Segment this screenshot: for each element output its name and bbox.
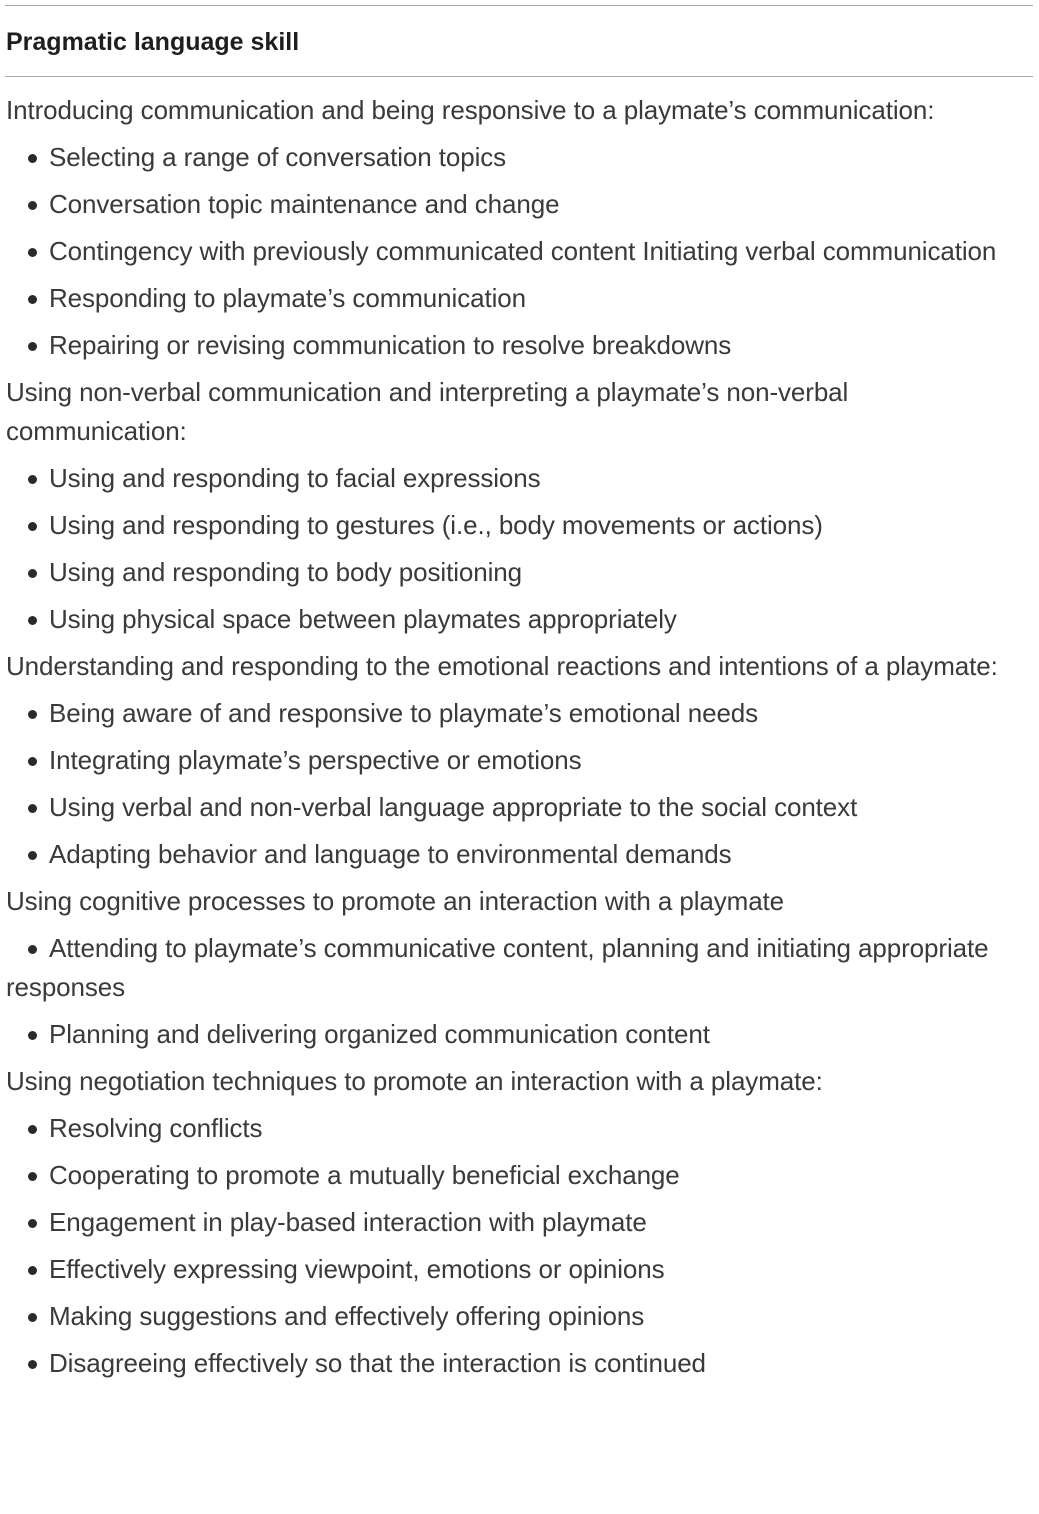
section-heading: Using cognitive processes to promote an interaction with a playmate xyxy=(6,886,785,916)
list-item-text: Responding to playmate’s communication xyxy=(49,283,526,313)
list-item-text: Using verbal and non-verbal language appropriate to the social context xyxy=(49,792,858,822)
list-item-text: Using physical space between playmates appropriately xyxy=(49,604,677,634)
top-rule xyxy=(5,5,1033,6)
list-item xyxy=(6,1109,1031,1148)
bullet-icon xyxy=(28,201,37,210)
list-item xyxy=(6,506,1031,545)
column-header: Pragmatic language skill xyxy=(6,28,300,56)
bullet-icon xyxy=(28,522,37,531)
bullet-icon xyxy=(28,1313,37,1322)
list-item-text: Disagreeing effectively so that the interaction is continued xyxy=(49,1348,706,1378)
bullet-icon xyxy=(28,1219,37,1228)
bullet-icon xyxy=(28,248,37,257)
list-item xyxy=(6,1203,1031,1242)
header-rule xyxy=(5,76,1033,77)
bullet-icon xyxy=(28,342,37,351)
list-item xyxy=(6,835,1031,874)
list-item-text: Attending to playmate’s communicative content, planning and initiating appropriate responses xyxy=(6,933,989,1002)
list-item-text: Resolving conflicts xyxy=(49,1113,263,1143)
list-item xyxy=(6,600,1031,639)
list-item-text: Making suggestions and effectively offering opinions xyxy=(49,1301,645,1331)
bullet-icon xyxy=(28,851,37,860)
bullet-icon xyxy=(28,804,37,813)
list-item xyxy=(6,1015,1031,1054)
bullet-icon xyxy=(28,1031,37,1040)
list-item-text: Conversation topic maintenance and change xyxy=(49,189,560,219)
section-heading: Understanding and responding to the emotional reactions and intentions of a playmate: xyxy=(6,651,998,681)
list-item-text: Effectively expressing viewpoint, emotions or opinions xyxy=(49,1254,665,1284)
list-item xyxy=(6,1250,1031,1289)
bullet-icon xyxy=(28,475,37,484)
list-item xyxy=(6,1156,1031,1195)
list-item-text: Using and responding to gestures (i.e., body movements or actions) xyxy=(49,510,823,540)
list-item xyxy=(6,1297,1031,1336)
list-item xyxy=(6,1344,1031,1383)
list-item-text: Contingency with previously communicated content Initiating verbal communication xyxy=(49,236,997,266)
list-item-text: Engagement in play-based interaction with playmate xyxy=(49,1207,647,1237)
bullet-icon xyxy=(28,1172,37,1181)
list-item xyxy=(6,694,1031,733)
list-item xyxy=(6,788,1031,827)
list-item xyxy=(6,741,1031,780)
bullet-icon xyxy=(28,710,37,719)
list-item xyxy=(6,138,1031,177)
bullet-icon xyxy=(28,154,37,163)
list-item-text: Using and responding to facial expressions xyxy=(49,463,541,493)
list-item xyxy=(6,459,1031,498)
list-item-text: Planning and delivering organized communication content xyxy=(49,1019,710,1049)
section-heading: Introducing communication and being responsive to a playmate’s communication: xyxy=(6,95,935,125)
list-item xyxy=(6,929,1031,1007)
list-item-text: Repairing or revising communication to resolve breakdowns xyxy=(49,330,732,360)
list-item xyxy=(6,279,1031,318)
list-item xyxy=(6,326,1031,365)
bullet-icon xyxy=(28,1266,37,1275)
list-item-text: Integrating playmate’s perspective or emotions xyxy=(49,745,582,775)
section-heading: Using non-verbal communication and interpreting a playmate’s non-verbal communication: xyxy=(6,377,849,446)
bullet-icon xyxy=(28,295,37,304)
list-item-text: Using and responding to body positioning xyxy=(49,557,523,587)
bullet-icon xyxy=(28,1125,37,1134)
list-item xyxy=(6,232,1031,271)
list-item-text: Selecting a range of conversation topics xyxy=(49,142,507,172)
bullet-icon xyxy=(28,757,37,766)
bullet-icon xyxy=(28,945,37,954)
list-item xyxy=(6,553,1031,592)
list-item-text: Adapting behavior and language to environmental demands xyxy=(49,839,732,869)
list-item-text: Being aware of and responsive to playmate’s emotional needs xyxy=(49,698,759,728)
list-item-text: Cooperating to promote a mutually beneficial exchange xyxy=(49,1160,680,1190)
list-item xyxy=(6,185,1031,224)
bullet-icon xyxy=(28,616,37,625)
section-heading: Using negotiation techniques to promote an interaction with a playmate: xyxy=(6,1066,823,1096)
table-body xyxy=(6,91,1031,1391)
bullet-icon xyxy=(28,1360,37,1369)
bullet-icon xyxy=(28,569,37,578)
